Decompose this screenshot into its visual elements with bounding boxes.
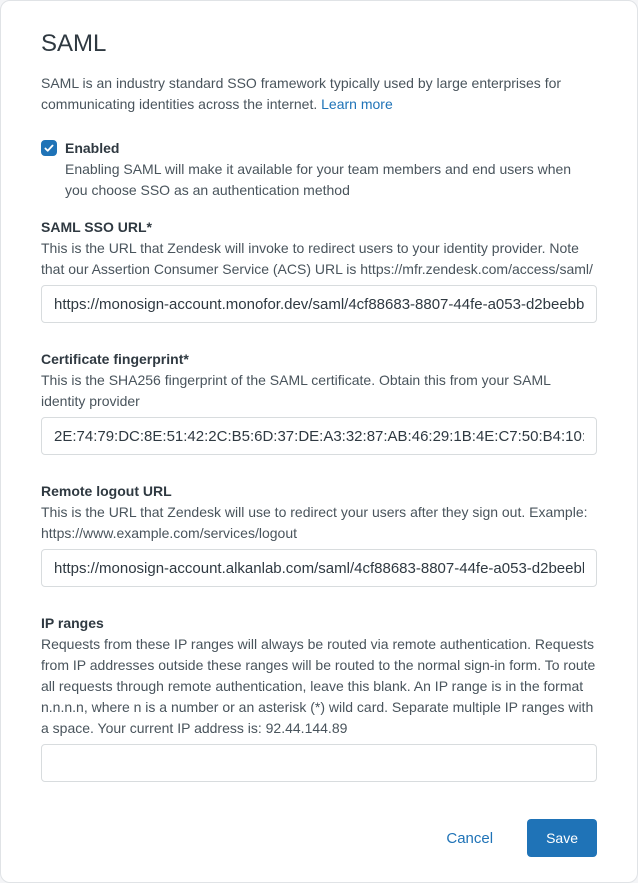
certificate-fingerprint-description: This is the SHA256 fingerprint of the SAML certificate. Obtain this from your SAML identity provider <box>41 372 551 410</box>
certificate-fingerprint-label: Certificate fingerprint* <box>41 351 189 368</box>
checkmark-icon <box>43 142 55 154</box>
enabled-description: Enabling SAML will make it available for your team members and end users when you choose SSO as an authentication method <box>65 161 572 199</box>
page-title: SAML <box>41 30 107 57</box>
certificate-fingerprint-input[interactable] <box>41 417 597 455</box>
save-button[interactable]: Save <box>527 819 597 857</box>
intro-paragraph <box>41 73 597 115</box>
saml-sso-url-description: This is the URL that Zendesk will invoke to redirect users to your identity provider. Note that our Assertion Consumer Service (ACS) URL is https://mfr.zendesk.com/access/saml/ <box>41 240 593 278</box>
intro-text: SAML is an industry standard SSO framework typically used by large enterprises for communicating identities across the internet. <box>41 75 562 113</box>
ip-ranges-label: IP ranges <box>41 615 104 632</box>
saml-sso-url-input[interactable] <box>41 285 597 323</box>
section-certificate-fingerprint <box>41 349 597 455</box>
remote-logout-url-input[interactable] <box>41 549 597 587</box>
ip-ranges-input[interactable] <box>41 744 597 782</box>
section-ip-ranges <box>41 613 597 782</box>
section-saml-sso-url <box>41 217 597 323</box>
enabled-checkbox[interactable] <box>41 140 57 156</box>
saml-sso-url-label: SAML SSO URL* <box>41 219 152 236</box>
section-remote-logout-url <box>41 481 597 587</box>
remote-logout-url-label: Remote logout URL <box>41 483 172 500</box>
footer-actions <box>41 819 597 857</box>
ip-ranges-description: Requests from these IP ranges will always be routed via remote authentication. Requests from IP addresses outside these ranges will be routed to the normal sign-in form. To route all requests through remote authentication, leave this blank. An IP range is in the format n.n.n.n, where n is a number or an asterisk (*) wild card. Separate multiple IP ranges with a space. Your current IP address is: 92.44.144.89 <box>41 636 596 737</box>
enabled-label[interactable]: Enabled <box>65 140 120 157</box>
remote-logout-url-description: This is the URL that Zendesk will use to redirect your users after they sign out. Example: https://www.example.com/services/logout <box>41 504 588 542</box>
enabled-text-block <box>65 138 597 201</box>
learn-more-link[interactable]: Learn more <box>321 96 393 113</box>
enabled-setting <box>41 138 597 201</box>
cancel-button[interactable]: Cancel <box>446 829 494 847</box>
